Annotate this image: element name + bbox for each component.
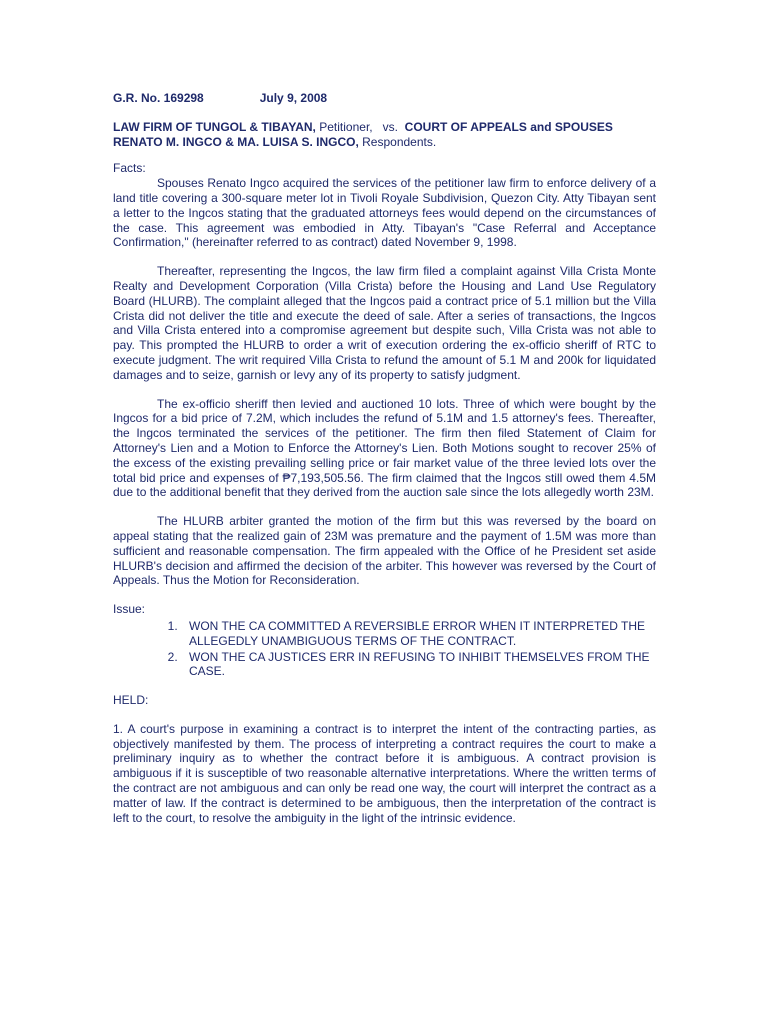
respondent-role: Respondents. [362, 134, 437, 149]
case-number: G.R. No. 169298 [113, 91, 204, 105]
versus: vs. [382, 119, 398, 134]
issue-item: 1. WON THE CA COMMITTED A REVERSIBLE ERROR WHEN IT INTERPRETED THE ALLEGEDLY UNAMBIGUOUS TERMS OF THE CONTRACT. [181, 619, 656, 649]
facts-paragraph: The HLURB arbiter granted the motion of the firm but this was reversed by the board on appeal stating that the realized gain of 23M was premature and the payment of 1.5M was more than sufficient and reasonable compensation. The firm appealed with the Office of he President set aside HLURB's decision and affirmed the decision of the arbiter. This however was reversed by the Court of Appeals. Thus the Motion for Reconsideration. [113, 514, 656, 588]
issue-item: 2. WON THE CA JUSTICES ERR IN REFUSING TO INHIBIT THEMSELVES FROM THE CASE. [181, 650, 656, 680]
issue-list [113, 619, 656, 679]
facts-section [113, 161, 656, 588]
facts-label: Facts: [113, 161, 146, 176]
held-section [113, 693, 656, 825]
case-date: July 9, 2008 [259, 91, 328, 105]
petitioner-name: LAW FIRM OF TUNGOL & TIBAYAN, [113, 119, 316, 134]
facts-paragraph: Spouses Renato Ingco acquired the services of the petitioner law firm to enforce delivery of a land title covering a 300-square meter lot in Tivoli Royale Subdivision, Quezon City. Atty Tibayan sent a letter to the Ingcos stating that the graduated attorneys fees would depend on the circumstances of the case. This agreement was embodied in Atty. Tibayan's "Case Referral and Acceptance Confirmation," (hereinafter referred to as contract) dated November 9, 1998. [113, 176, 656, 250]
respondent-name: COURT OF APPEALS and SPOUSES RENATO M. INGCO & MA. LUISA S. INGCO, [113, 119, 613, 149]
held-paragraph: 1. A court's purpose in examining a contract is to interpret the intent of the contracting parties, as objectively manifested by them. The process of interpreting a contract requires the court to make a preliminary inquiry as to whether the contract before it is ambiguous. A contract provision is ambiguous if it is susceptible of two reasonable alternative interpretations. Where the written terms of the contract are not ambiguous and can only be read one way, the court will interpret the contract as a matter of law. If the contract is determined to be ambiguous, then the interpretation of the contract is left to the court, to resolve the ambiguity in the light of the intrinsic evidence. [113, 721, 656, 825]
issue-section [113, 602, 656, 679]
case-parties [113, 120, 656, 150]
facts-paragraph: Thereafter, representing the Ingcos, the law firm filed a complaint against Villa Crista Monte Realty and Development Corporation (Villa Crista) before the Housing and Land Use Regulatory Board (HLURB). The complaint alleged that the Ingcos paid a contract price of 5.1 million but the Villa Crista did not deliver the title and execute the deed of sale. After a series of transactions, the Ingcos and Villa Crista entered into a compromise agreement but despite such, Villa Crista was not able to pay. This prompted the HLURB to order a writ of execution ordering the ex-officio sheriff of RTC to execute judgment. The writ required Villa Crista to refund the amount of 5.1 M and 200k for liquidated damages and to seize, garnish or levy any of its property to satisfy judgment. [113, 264, 656, 382]
case-header [113, 91, 656, 106]
held-label: HELD: [113, 693, 149, 708]
petitioner-role: Petitioner, [319, 119, 373, 134]
issue-label: Issue: [113, 602, 146, 617]
facts-paragraph: The ex-officio sheriff then levied and auctioned 10 lots. Three of which were bought by the Ingcos for a bid price of 7.2M, which includes the refund of 5.1M and 1.5 attorney's fees. Thereafter, the Ingcos terminated the services of the petitioner. The firm then filed Statement of Claim for Attorney's Lien and a Motion to Enforce the Attorney's Lien. Both Motions sought to recover 25% of the excess of the existing prevailing selling price or fair market value of the three levied lots over the total bid price and expenses of ₱7,193,505.56. The firm claimed that the Ingcos still owed them 4.5M due to the additional benefit that they derived from the auction sale since the lots allegedly worth 23M. [113, 396, 656, 500]
